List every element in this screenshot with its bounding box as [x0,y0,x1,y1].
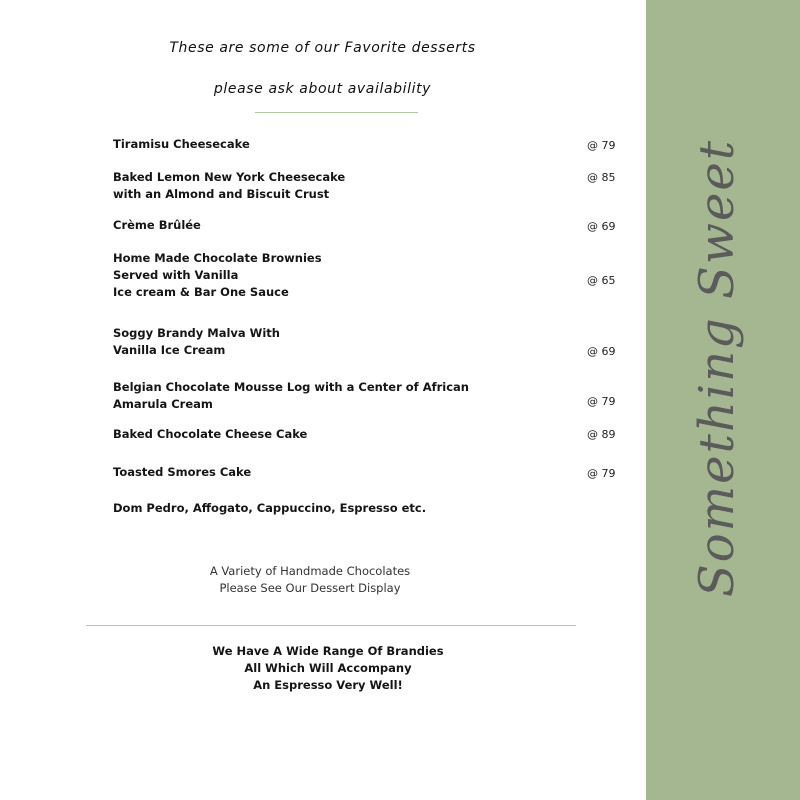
menu-item-name [113,250,533,301]
menu-item-price: @ 89 [587,428,616,441]
menu-item-name-line: Belgian Chocolate Mousse Log with a Center of African [113,380,469,394]
menu-item-name-line: Toasted Smores Cake [113,465,252,479]
menu-item-name [113,464,533,481]
menu-item-name-line: Ice cream & Bar One Sauce [113,285,289,299]
chocolates-note-line-2: Please See Our Dessert Display [219,581,401,595]
menu-item-name-line: Baked Chocolate Cheese Cake [113,427,308,441]
intro-line-2: please ask about availability [213,81,432,97]
menu-item-name-line: Served with Vanilla [113,268,239,282]
menu-item-price: @ 69 [587,345,616,358]
menu-item-name-line: Tiramisu Cheesecake [113,137,250,151]
chocolates-note [110,563,510,597]
menu-item-name [113,136,533,153]
chocolates-note-line-1: A Variety of Handmade Chocolates [209,564,411,578]
menu-item-name-line: Crème Brûlée [113,218,201,232]
menu-item-name-line: Soggy Brandy Malva With [113,326,280,340]
menu-item-price: @ 69 [587,220,616,233]
menu-item-name-line: with an Almond and Biscuit Crust [113,187,330,201]
menu-item-name [113,379,533,413]
menu-item-price: @ 85 [587,171,616,184]
bottom-divider [86,625,576,626]
menu-item-name-line: Dom Pedro, Affogato, Cappuccino, Espresso etc. [113,501,427,515]
menu-item-name-line: Vanilla Ice Cream [113,343,226,357]
brandies-note-line-2: All Which Will Accompany [244,661,412,675]
menu-item-name [113,426,533,443]
menu-item-price: @ 65 [587,274,616,287]
menu-item-name [113,500,533,517]
side-title: Something Sweet [689,138,745,598]
menu-item-name [113,169,533,203]
menu-item-name-line: Amarula Cream [113,397,213,411]
menu-item-name [113,217,533,234]
intro-line-1: These are some of our Favorite desserts [169,40,476,56]
menu-item-price: @ 79 [587,467,616,480]
menu-item-name [113,325,533,359]
menu-item-name-line: Home Made Chocolate Brownies [113,251,322,265]
menu-item-name-line: Baked Lemon New York Cheesecake [113,170,346,184]
brandies-note-line-3: An Espresso Very Well! [253,678,403,692]
brandies-note [128,643,528,694]
menu-item-price: @ 79 [587,139,616,152]
menu-item-price: @ 79 [587,395,616,408]
brandies-note-line-1: We Have A Wide Range Of Brandies [212,644,444,658]
top-divider [255,112,418,113]
